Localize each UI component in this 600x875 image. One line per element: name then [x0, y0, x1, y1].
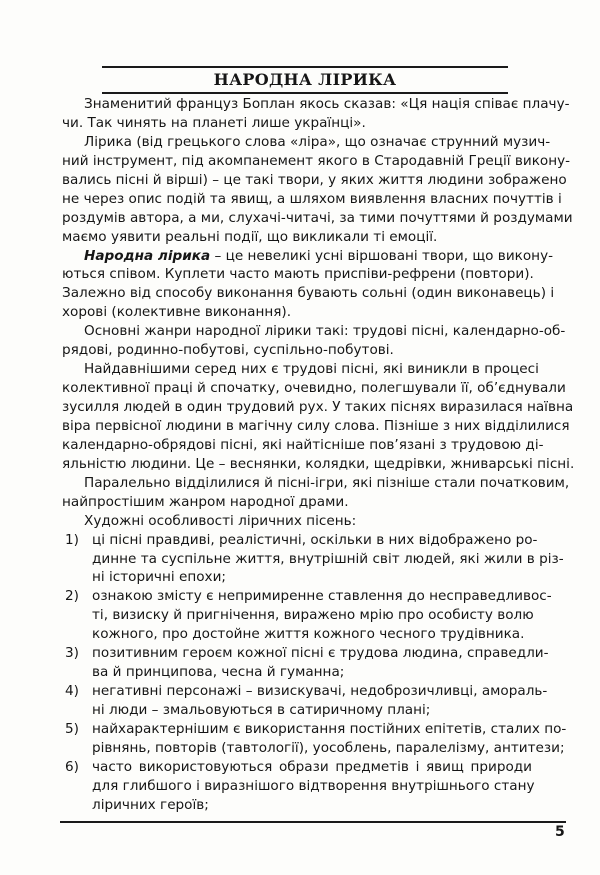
paragraph: [62, 247, 555, 323]
text-line: негативні персонажі – визискувачі, недоброзичливці, амораль-: [92, 683, 548, 700]
text-line: [62, 247, 554, 266]
text-line: Знаменитий француз Боплан якось сказав: «Ця нація співає плачу-: [84, 96, 570, 112]
text-line: вались пісні й вірші) – це такі твори, у яких життя людини зображено: [62, 171, 567, 188]
paragraph: [62, 512, 532, 531]
text-line: зусилля людей в один трудовий рух. У таких піснях виразилася наївна: [62, 399, 574, 415]
list-number: 4): [65, 683, 79, 700]
text-line: хорові (колективне виконання).: [62, 304, 292, 321]
text-line: Лірика (від грецького слова «ліра», що означає струнний музич-: [84, 133, 551, 150]
text-line: ті, визиску й пригнічення, виражено мрію про особисту волю: [92, 607, 534, 624]
list-number: 5): [65, 720, 79, 737]
list-item: [62, 682, 548, 720]
title-top-rule: [102, 66, 508, 68]
text-line: ні історичні епохи;: [92, 569, 226, 586]
text-line: не через опис подій та явищ, а шляхом виявлення власних почуттів і: [62, 190, 562, 207]
text-line: рядові, родинно-побутові, суспільно-побутові.: [62, 342, 394, 359]
text-line: ні люди – змальовуються в сатиричному плані;: [92, 702, 431, 718]
list-item: [62, 531, 564, 588]
text-line: Залежно від способу виконання бувають сольні (один виконавець) і: [62, 285, 555, 302]
text-line: календарно-обрядові пісні, які найтісніше пов’язані з трудовою ді-: [62, 436, 544, 453]
paragraph: [62, 474, 570, 512]
paragraph: [62, 133, 573, 247]
list-number: 6): [65, 758, 79, 775]
text-line: віра первісної людини в магічну силу слова. Пізніше з них відділилися: [62, 417, 570, 434]
list-number: 3): [65, 645, 79, 662]
text-line: Художні особливості ліричних пісень:: [84, 512, 357, 529]
text-line: для глибшого і виразнішого відтворення внутрішнього стану: [92, 777, 535, 794]
list-number: 2): [65, 588, 79, 605]
text-line: позитивним героєм кожної пісні є трудова людина, справедли-: [92, 645, 549, 662]
footer-rule: [60, 821, 566, 823]
text-line: рівнянь, повторів (тавтології), уособлень, паралелізму, антитези;: [92, 739, 565, 756]
text-line: найпростішим жанром народної драми.: [62, 493, 349, 510]
text-line: найхарактернішим є використання постійних епітетів, сталих по-: [92, 720, 567, 737]
paragraph: [62, 360, 575, 474]
list-item: [62, 644, 549, 682]
text-line: Основні жанри народної лірики такі: трудові пісні, календарно-об-: [84, 323, 566, 340]
text-line: роздумів автора, а ми, слухачі-читачі, за тими почуттями й роздумами: [62, 209, 573, 226]
text-line: часто використовуються образи предметів і явищ природи: [92, 758, 532, 775]
title-bottom-rule: [102, 92, 508, 94]
text-line: динне та суспільне життя, внутрішній світ людей, які жили в різ-: [92, 550, 564, 567]
list-item: [62, 587, 552, 644]
text-line: ліричних героїв;: [92, 796, 209, 813]
page-title: НАРОДНА ЛІРИКА: [213, 70, 397, 89]
text-line: ці пісні правдиві, реалістичні, оскільки в них відображено ро-: [92, 531, 538, 548]
list-number: 1): [65, 531, 79, 548]
text-line: кожного, про достойне життя кожного чесного трудівника.: [92, 626, 525, 643]
lead-term: Народна лірика: [84, 247, 211, 264]
list-item: [62, 758, 535, 815]
text-line: чи. Так чинять на планеті лише українці».: [62, 114, 366, 131]
text-line: Найдавнішими серед них є трудові пісні, які виникли в процесі: [84, 361, 539, 378]
text-line: ний інструмент, під акомпанемент якого в Стародавній Греції викону-: [62, 152, 571, 169]
list-item: [62, 720, 567, 758]
paragraph: [62, 322, 566, 360]
text-line: ються співом. Куплети часто мають приспіви-рефрени (повтори).: [62, 266, 534, 283]
page-body: [62, 95, 575, 815]
text-line: яльністю людини. Це – веснянки, колядки, щедрівки, жниварські пісні.: [62, 455, 575, 472]
paragraph: [62, 95, 570, 133]
text-line: Паралельно відділилися й пісні-ігри, які пізніше стали початковим,: [84, 474, 570, 491]
page-number: 5: [555, 824, 565, 840]
text-line: ознакою змісту є непримиренне ставлення до несправедливос-: [92, 588, 552, 605]
text-line: маємо уявити реальні події, що викликали ті емоції.: [62, 228, 438, 245]
text-line: ва й принципова, чесна й гуманна;: [92, 664, 345, 681]
text-fragment: – це невеликі усні віршовані твори, що викону-: [210, 247, 554, 264]
text-line: колективної праці й спочатку, очевидно, полегшували її, об’єднували: [62, 380, 566, 397]
